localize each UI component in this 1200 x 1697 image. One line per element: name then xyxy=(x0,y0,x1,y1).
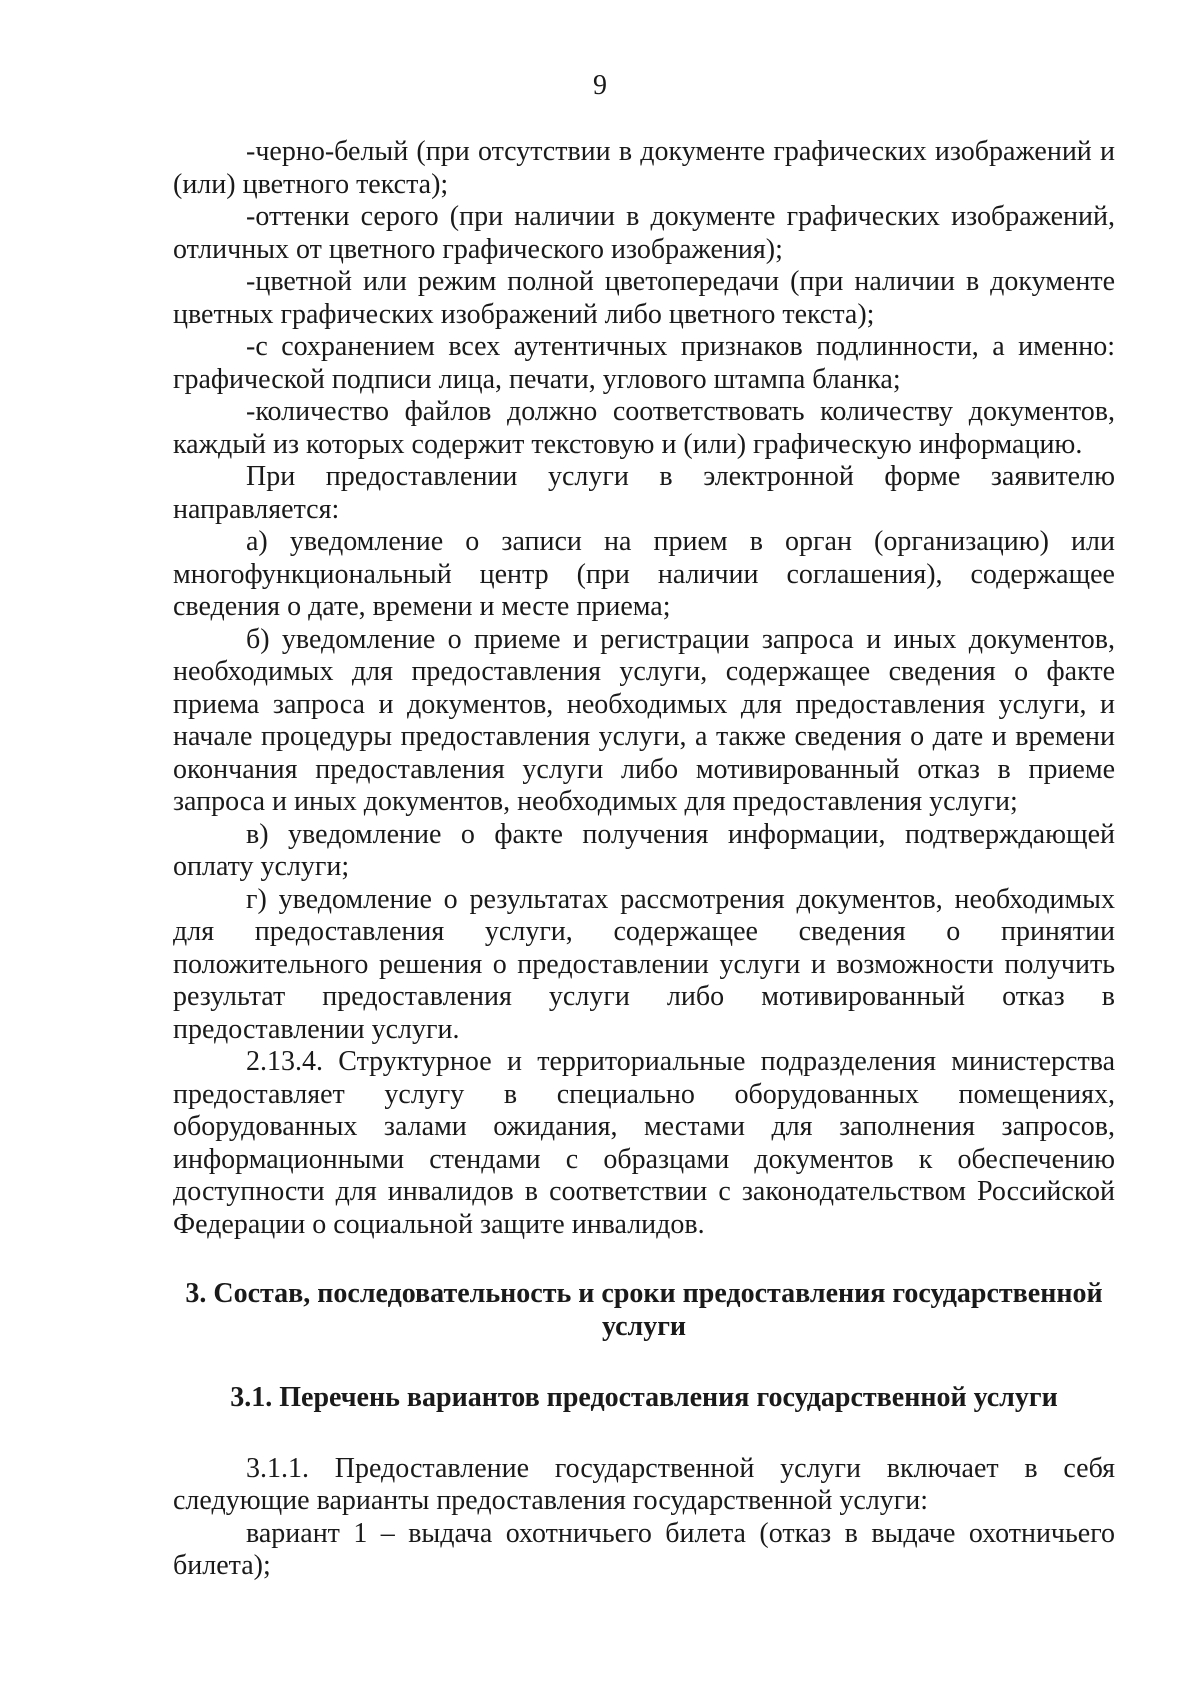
paragraph: а) уведомление о записи на прием в орган (организацию) или многофункциональный центр (при наличии соглашения), содержащее сведения о дате, времени и месте приема; xyxy=(173,526,1115,622)
paragraph: 3.1.1. Предоставление государственной услуги включает в себя следующие варианты предоставления государственной услуги: xyxy=(173,1452,1115,1516)
list-item-text: с сохранением всех аутентичных признаков подлинности, а именно: графической подписи лица, печати, углового штампа бланка; xyxy=(173,331,1115,395)
list-item-text: оттенки серого (при наличии в документе графических изображений, отличных от цветного графического изображения); xyxy=(173,201,1115,265)
list-item xyxy=(173,396,1115,461)
subsection-heading: 3.1. Перечень вариантов предоставления государственной услуги xyxy=(230,1382,1058,1413)
page-number: 9 xyxy=(593,70,607,101)
list-item xyxy=(173,136,1115,201)
paragraph: вариант 1 – выдача охотничьего билета (отказ в выдаче охотничьего билета); xyxy=(173,1517,1115,1581)
list-item-text: количество файлов должно соответствовать количеству документов, каждый из которых содержит текстовую и (или) графическую информацию. xyxy=(173,396,1115,460)
paragraph: в) уведомление о факте получения информации, подтверждающей оплату услуги; xyxy=(173,818,1115,882)
paragraph: г) уведомление о результатах рассмотрения документов, необходимых для предоставления услуги, содержащее сведения о принятии положительного решения о предоставлении услуги и возможности получить результат предоставления услуги либо мотивированный отказ в предоставлении услуги. xyxy=(173,883,1115,1045)
list-dash: - xyxy=(246,396,256,427)
section-heading: 3. Состав, последовательность и сроки предоставления государственной услуги xyxy=(185,1278,1103,1342)
list-item-text: цветной или режим полной цветопередачи (при наличии в документе цветных графических изображений либо цветного текста); xyxy=(173,266,1115,330)
list-dash: - xyxy=(246,331,256,362)
list-dash: - xyxy=(246,201,256,232)
paragraph: При предоставлении услуги в электронной форме заявителю направляется: xyxy=(173,461,1115,525)
list-item xyxy=(173,266,1115,331)
paragraph: 2.13.4. Структурное и территориальные подразделения министерства предоставляет услугу в специально оборудованных помещениях, оборудованных залами ожидания, местами для заполнения запросов, информационными стендами с образцами документов к обеспечению доступности для инвалидов в соответствии с законодательством Российской Федерации о социальной защите инвалидов. xyxy=(173,1046,1115,1240)
page-body xyxy=(173,136,1115,1583)
list-dash: - xyxy=(246,266,256,297)
paragraph: б) уведомление о приеме и регистрации запроса и иных документов, необходимых для предоставления услуги, содержащее сведения о факте приема запроса и документов, необходимых для предоставления услуги, и начале процедуры предоставления услуги, а также сведения о дате и времени окончания предоставления услуги либо мотивированный отказ в приеме запроса и иных документов, необходимых для предоставления услуги; xyxy=(173,623,1115,817)
list-dash: - xyxy=(246,136,256,167)
list-item xyxy=(173,331,1115,396)
list-item-text: черно-белый (при отсутствии в документе графических изображений и (или) цветного текста); xyxy=(173,136,1115,200)
list-item xyxy=(173,201,1115,266)
